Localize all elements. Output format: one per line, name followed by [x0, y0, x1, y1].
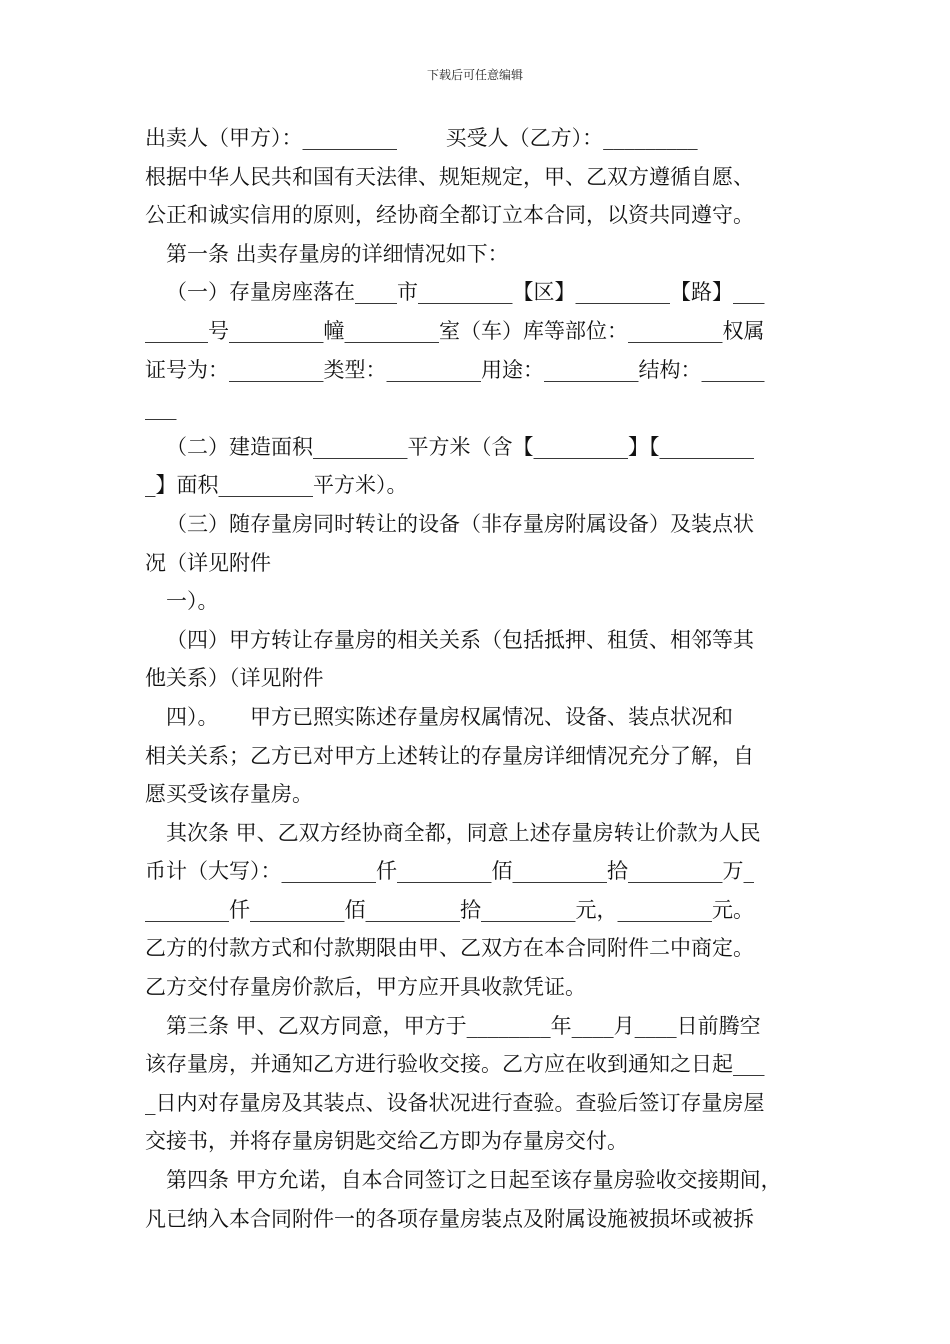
clause-1-3-line: 一）。 — [166, 589, 219, 614]
article-2-line: 乙方的付款方式和付款期限由甲、乙双方在本合同附件二中商定。 — [145, 936, 754, 961]
clause-1-4-line: 愿买受该存量房。 — [145, 782, 313, 807]
clause-1-1-line: ______号_________幢_________室（车）库等部位：_________权属 — [145, 318, 765, 343]
page-header: 下载后可任意编辑 — [426, 68, 523, 82]
parties-line: 出卖人（甲方）：_________ 买受人（乙方）：_________ — [145, 126, 698, 150]
clause-1-1-line: 证号为：_________类型：_________用途：_________结构：______ — [145, 357, 765, 382]
article-2-line: ________仟_________佰_________拾_________元，_________元。 — [145, 897, 754, 922]
article-3-line: _日内对存量房及其装点、设备状况进行查验。查验后签订存量房屋 — [145, 1090, 765, 1115]
clause-1-1-line: （一）存量房座落在____市_________【区】_________【路】___ — [166, 280, 765, 305]
preamble-line: 公正和诚实信用的原则，经协商全都订立本合同，以资共同遵守。 — [145, 203, 754, 228]
article-3-line: 交接书，并将存量房钥匙交给乙方即为存量房交付。 — [145, 1129, 628, 1154]
preamble-line: 根据中华人民共和国有天法律、规矩规定，甲、乙双方遵循自愿、 — [145, 164, 754, 189]
clause-1-3-line: 况（详见附件 — [145, 550, 271, 575]
article-2-line: 其次条 甲、乙双方经协商全都，同意上述存量房转让价款为人民 — [166, 820, 761, 845]
clause-1-4-line: 他关系）（详见附件 — [145, 666, 324, 691]
article-4-line: 凡已纳入本合同附件一的各项存量房装点及附属设施被损坏或被拆 — [145, 1206, 754, 1231]
clause-1-3-line: （三）随存量房同时转让的设备（非存量房附属设备）及装点状 — [166, 511, 754, 536]
clause-1-2-line: _】面积_________平方米）。 — [145, 473, 408, 498]
clause-1-1-line: ___ — [145, 396, 177, 421]
article-2-line: 币计（大写）：_________仟_________佰_________拾_________万_ — [145, 859, 754, 884]
clause-1-2-line: （二）建造面积_________平方米（含【_________】【_________ — [166, 434, 754, 459]
contract-body — [145, 119, 810, 1238]
article-2-line: 乙方交付存量房价款后，甲方应开具收款凭证。 — [145, 975, 586, 1000]
clause-1-4-line: 相关关系；乙方已对甲方上述转让的存量房详细情况充分了解，自 — [145, 743, 754, 768]
clause-1-4-line: 四）。 甲方已照实陈述存量房权属情况、设备、装点状况和 — [166, 704, 733, 729]
article-4-line: 第四条 甲方允诺，自本合同签订之日起至该存量房验收交接期间， — [166, 1168, 782, 1193]
article-3-line: 第三条 甲、乙双方同意，甲方于________年____月____日前腾空 — [166, 1013, 761, 1038]
clause-1-4-line: （四）甲方转让存量房的相关关系（包括抵押、租赁、相邻等其 — [166, 627, 754, 652]
article-1-title: 第一条 出卖存量房的详细情况如下： — [166, 241, 509, 266]
article-3-line: 该存量房，并通知乙方进行验收交接。乙方应在收到通知之日起___ — [145, 1052, 765, 1077]
